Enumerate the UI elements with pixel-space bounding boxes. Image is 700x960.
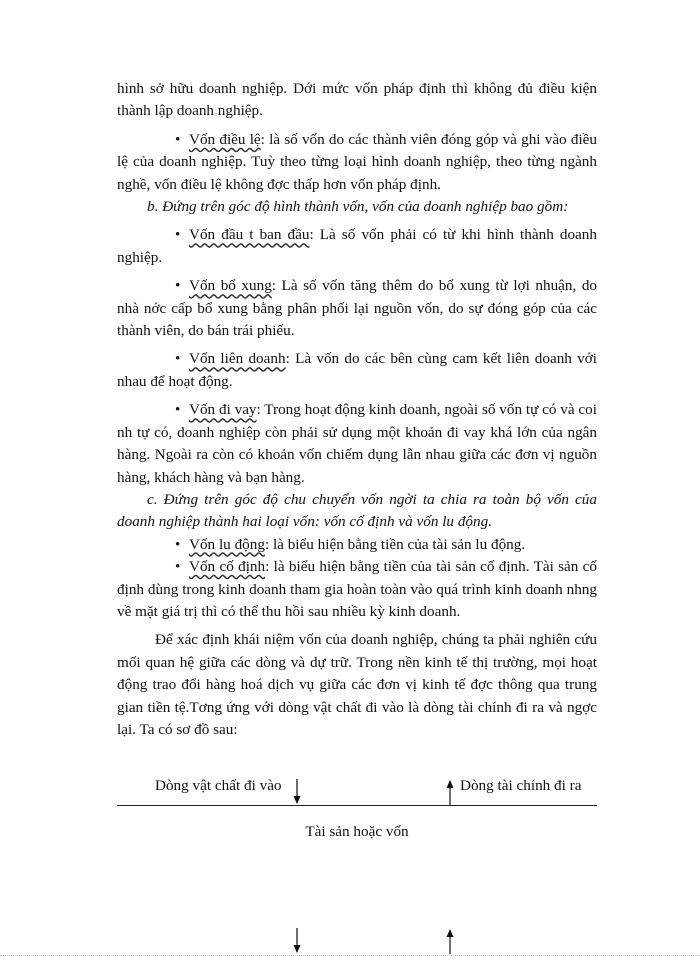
term-description: : là biểu hiện bằng tiền của tài sản lu động. (264, 535, 526, 553)
bullet-icon: • (175, 535, 181, 553)
bullet-icon: • (175, 350, 181, 368)
section-heading-c: c. Đứng trên góc độ chu chuyển vốn ngời ta chia ra toàn bộ vốn của doanh nghiệp thành hai loại vốn: vốn cố định và vốn lu động. (117, 490, 597, 531)
term-label: Vốn liên doanh (189, 350, 286, 368)
flow-diagram (117, 775, 597, 960)
list-item (117, 224, 597, 269)
inflow-label: Dòng vật chất đi vào (155, 777, 282, 794)
document-body (117, 78, 597, 741)
paragraph-closing: Để xác định khái niệm vốn của doanh nghiệp, chúng ta phải nghiên cứu mối quan hệ giữa các dòng và dự trữ. Trong nền kinh tế thị trường, mọi hoạt động trao đổi hàng hoá dịch vụ giữa các đơn vị kinh tế đợc thông qua trung gian tiền tệ.Tơng ứng với dòng vật chất đi vào là dòng tài chính đi ra và ngợc lại. Ta có sơ đồ sau: (117, 631, 597, 738)
list-item (117, 129, 597, 196)
bullet-icon: • (175, 130, 181, 148)
term-label: Vốn bổ xung (189, 277, 272, 295)
assets-label: Tài sản hoặc vốn (305, 823, 409, 840)
paragraph-intro: hình sở hữu doanh nghiệp. Dới mức vốn pháp định thì không đủ điều kiện thành lập doanh nghiệp. (117, 80, 597, 120)
list-item (117, 348, 597, 393)
term-description: : Là số vốn phải có từ khi hình thành doanh nghiệp. (117, 226, 597, 266)
term-label: Vốn đầu t ban đầu (189, 226, 310, 244)
term-label: Vốn cố định (189, 558, 266, 576)
list-item (117, 534, 597, 556)
list-item (117, 556, 597, 623)
term-description: : Là số vốn tăng thêm do bổ xung từ lợi nhuận, do nhà nớc cấp bổ xung bằng phân phối lại nguồn vốn, do sự đóng góp của các thành viên, do bán trái phiếu. (117, 277, 598, 340)
outflow-label: Dòng tài chính đi ra (460, 777, 582, 794)
list-item (117, 275, 597, 342)
arrow-up-icon (445, 779, 455, 805)
term-description: : là biểu hiện bằng tiền của tài sản cố định. Tài sản cố định dùng trong kinh doanh tham gia hoàn toàn vào quá trình kinh doanh nhng về mặt giá trị thì có thể thu hồi sau nhiều kỳ kinh doanh. (117, 558, 597, 620)
arrow-up-icon (445, 928, 455, 954)
page-edge-divider (0, 955, 700, 956)
term-description: : Là vốn do các bên cùng cam kết liên doanh với nhau để hoạt động. (117, 350, 598, 390)
bullet-icon: • (175, 226, 181, 244)
term-label: Vốn đi vay (189, 401, 257, 419)
arrow-down-icon (292, 779, 302, 805)
arrow-down-icon (292, 928, 302, 954)
bullet-icon: • (175, 401, 181, 419)
bullet-icon: • (175, 558, 181, 576)
list-item (117, 399, 597, 489)
flow-divider-line (117, 805, 597, 806)
bullet-icon: • (175, 277, 181, 295)
term-label: Vốn điều lệ (189, 130, 261, 148)
term-description: : Trong hoạt động kinh doanh, ngoài số vốn tự có và coi nh tự có, doanh nghiệp còn phải sử dụng một khoản đi vay khá lớn của ngân hàng. Ngoài ra còn có khoản vốn chiếm dụng lẫn nhau giữa các đơn vị nguồn hàng, khách hàng và bạn hàng. (117, 401, 597, 486)
term-label: Vốn lu động (189, 535, 265, 553)
section-heading-b: b. Đứng trên góc độ hình thành vốn, vốn của doanh nghiệp bao gồm: (147, 198, 569, 216)
term-description: : là số vốn do các thành viên đóng góp và ghi vào điều lệ của doanh nghiệp. Tuỳ theo từng loại hình doanh nghiệp, theo từng ngành nghề, vốn điều lệ không đợc thấp hơn vốn pháp định. (117, 130, 597, 193)
